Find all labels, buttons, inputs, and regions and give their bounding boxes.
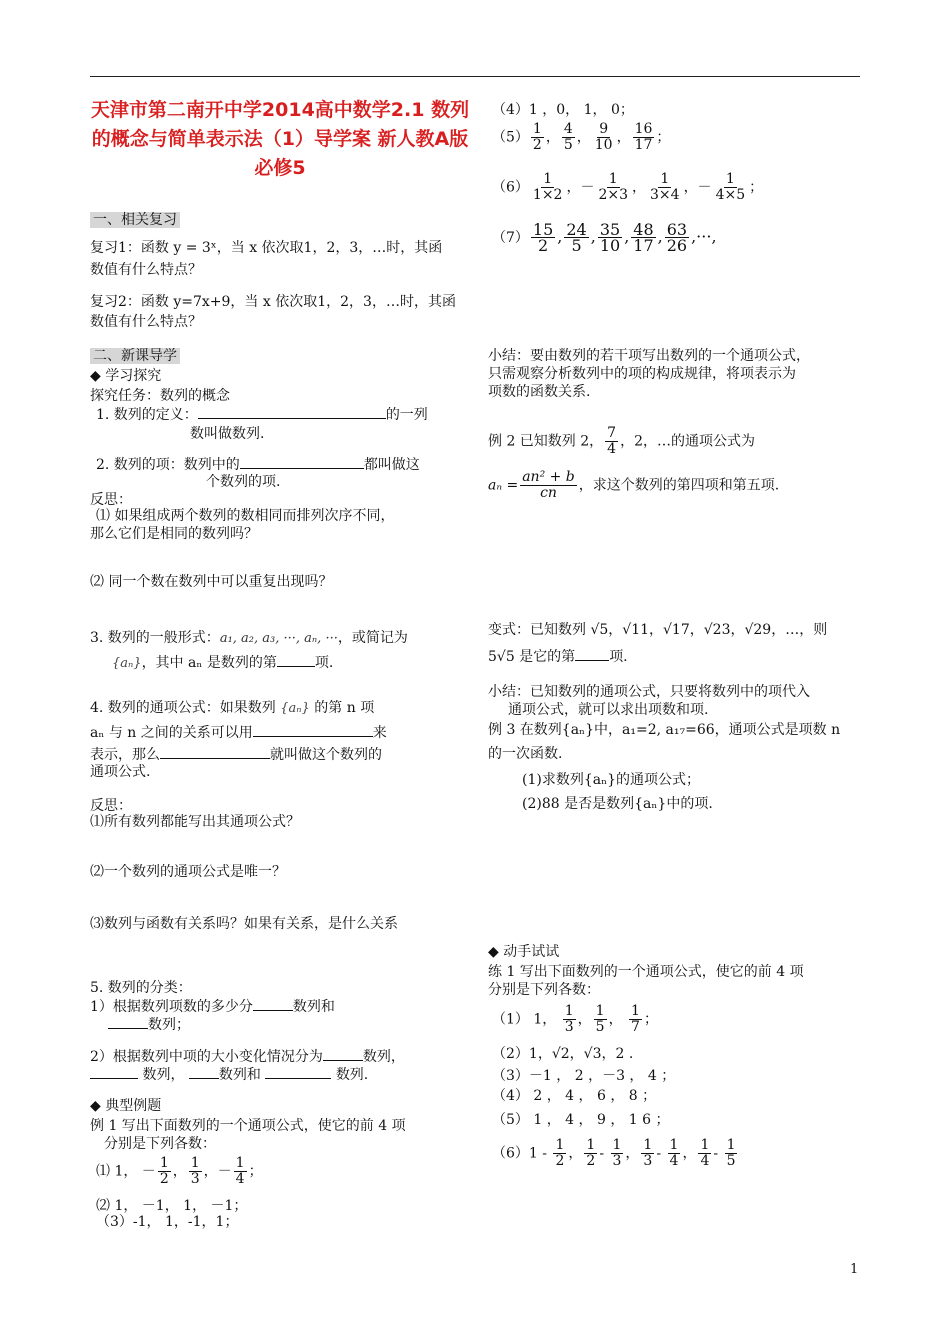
example-1-item-1: ⑴ 1， － $\frac{1}{2}$ ， $\frac{1}{3}$ ，－ $\frac{1}{4}$ ； xyxy=(96,1155,263,1187)
summary-2-line2: 通项公式，就可以求出项数和项. xyxy=(508,702,709,718)
general-term-cont1: aₙ 与 n 之间的关系可以用 来 xyxy=(90,722,387,743)
task-heading: 探究任务：数列的概念 xyxy=(90,388,230,404)
definition-1: 1. 数列的定义： 的一列 xyxy=(96,404,428,425)
page-title: 天津市第二南开中学2014高中数学2.1 数列的概念与简单表示法（1）导学案 新人教A版必修5 xyxy=(90,99,470,179)
review-1-line1: 复习1：函数 y = 3ˣ，当 x 依次取1，2，3，…时，其函 xyxy=(90,240,443,256)
rethink-2-q3: ⑶数列与函数有关系吗？如果有关系，是什么关系 xyxy=(90,916,398,932)
example-2-line2: aₙ = $\frac{\text{an² + b}}{cn}$ ，求这个数列的第四项和第五项. xyxy=(488,469,780,501)
summary-1-line3: 项数的函数关系. xyxy=(488,384,591,400)
practice-1-item-1: （1） 1， $\frac{1}{3}$ ， $\frac{1}{5}$ ， $\frac{1}{7}$ ； xyxy=(492,1003,658,1035)
study-heading: ◆ 学习探究 xyxy=(90,368,162,384)
section-review: 一、相关复习 xyxy=(90,210,180,230)
example-1-item-2: ⑵ 1， －1， 1， －1； xyxy=(96,1198,248,1214)
rethink-2-q1: ⑴所有数列都能写出其通项公式？ xyxy=(90,814,300,830)
definition-1-cont: 数叫做数列. xyxy=(190,426,265,442)
classification-2: 2）根据数列中项的大小变化情况分为 数列， xyxy=(90,1046,405,1067)
example-1-item-4: （4）1 ，0， 1， 0； xyxy=(492,102,634,118)
example-1-item-5: （5） $\frac{1}{2}$ ， $\frac{4}{5}$ ， $\frac{9}{10}$ ， $\frac{16}{17}$ ； xyxy=(492,121,671,153)
rethink-2-q2: ⑵一个数列的通项公式是唯一？ xyxy=(90,864,286,880)
practice-1-line2: 分别是下列各数： xyxy=(488,982,600,998)
definition-2: 2. 数列的项：数列中的 都叫做这 xyxy=(96,454,420,475)
rethink-2-label: 反思： xyxy=(90,798,132,814)
review-2-line1: 复习2：函数 y=7x+9，当 x 依次取1，2，3，…时，其函 xyxy=(90,294,456,310)
general-term-cont3: 通项公式. xyxy=(90,764,151,780)
general-form: 3. 数列的一般形式：a₁, a₂, a₃, ···, aₙ, ···，或简记为 xyxy=(90,630,408,646)
general-term: 4. 数列的通项公式：如果数列 {aₙ} 的第 n 项 xyxy=(90,700,375,716)
definition-2-cont: 个数列的项. xyxy=(206,474,281,490)
example-1-line2: 分别是下列各数： xyxy=(104,1136,216,1152)
review-1-line2: 数值有什么特点？ xyxy=(90,262,202,278)
example-1-item-3: （3）-1， 1，-1，1； xyxy=(96,1214,239,1230)
practice-1-line1: 练 1 写出下面数列的一个通项公式，使它的前 4 项 xyxy=(488,964,804,980)
general-term-cont2: 表示，那么 就叫做这个数列的 xyxy=(90,744,382,765)
practice-1-item-4: （4） 2 ， 4 ， 6 ， 8 ； xyxy=(492,1088,657,1104)
question-1a: ⑴ 如果组成两个数列的数相同而排列次序不同， xyxy=(96,508,395,524)
example-1-line1: 例 1 写出下面数列的一个通项公式，使它的前 4 项 xyxy=(90,1118,406,1134)
typical-heading: ◆ 典型例题 xyxy=(90,1098,162,1114)
example-3-line2: 的一次函数. xyxy=(488,746,563,762)
example-1-item-7: （7） $\frac{15}{2}$ , $\frac{24}{5}$ , $\frac{35}{10}$ , $\frac{48}{17}$ , $\frac{63}{26}$ ,···, xyxy=(492,220,717,255)
classification-heading: 5. 数列的分类： xyxy=(90,980,192,996)
general-form-cont: {aₙ}，其中 aₙ 是数列的第 项. xyxy=(112,652,333,674)
example-2-line1: 例 2 已知数列 2， $\frac{7}{4}$ ，2，…的通项公式为 xyxy=(488,425,756,457)
practice-1-item-3: （3）－1 ， 2 ，－3 ， 4 ； xyxy=(492,1068,676,1084)
classification-2-cont: 数列， 数列和 数列. xyxy=(90,1064,368,1085)
summary-1-line1: 小结：要由数列的若干项写出数列的一个通项公式， xyxy=(488,348,810,364)
review-2-line2: 数值有什么特点？ xyxy=(90,314,202,330)
variant-line1: 变式：已知数列 √5，√11，√17，√23，√29，…，则 xyxy=(488,622,828,638)
section-new-lesson: 二、新课导学 xyxy=(90,346,180,366)
variant-line2: 5√5 是它的第 项. xyxy=(488,646,628,667)
try-heading: ◆ 动手试试 xyxy=(488,944,560,960)
header-rule xyxy=(90,76,860,77)
practice-1-item-2: （2）1，√2，√3，2 . xyxy=(492,1046,634,1062)
classification-1-cont: 数列； xyxy=(108,1014,190,1035)
example-3-q1: (1)求数列{aₙ}的通项公式； xyxy=(522,772,701,788)
practice-1-item-5: （5） 1 ， 4 ， 9 ， 1 6 ； xyxy=(492,1112,670,1128)
summary-1-line2: 只需观察分析数列中的项的构成规律，将项表示为 xyxy=(488,366,796,382)
question-1b: 那么它们是相同的数列吗？ xyxy=(90,526,258,542)
page-number: 1 xyxy=(850,1262,859,1277)
example-3-q2: (2)88 是否是数列{aₙ}中的项. xyxy=(522,796,713,812)
summary-2-line1: 小结：已知数列的通项公式，只要将数列中的项代入 xyxy=(488,684,810,700)
classification-1: 1）根据数列项数的多少分 数列和 xyxy=(90,996,335,1017)
question-2: ⑵ 同一个数在数列中可以重复出现吗？ xyxy=(90,574,333,590)
practice-1-item-6: （6）1 - $\frac{1}{2}$ ， $\frac{1}{2}$ - $\frac{1}{3}$ ， $\frac{1}{3}$ - $\frac{1}{4}$ ， $\frac{1}{4}$ - $\frac{1}{5}$ xyxy=(492,1137,736,1169)
example-1-item-6: （6） $\frac{1}{1\times 2}$ ，－ $\frac{1}{2\times 3}$ ， $\frac{1}{3\times 4}$ ，－ $\frac{1}{4\times 5}$ ； xyxy=(492,171,764,203)
rethink-label: 反思： xyxy=(90,492,132,508)
example-3-line1: 例 3 在数列{aₙ}中，a₁=2, a₁₇=66，通项公式是项数 n xyxy=(488,722,841,738)
